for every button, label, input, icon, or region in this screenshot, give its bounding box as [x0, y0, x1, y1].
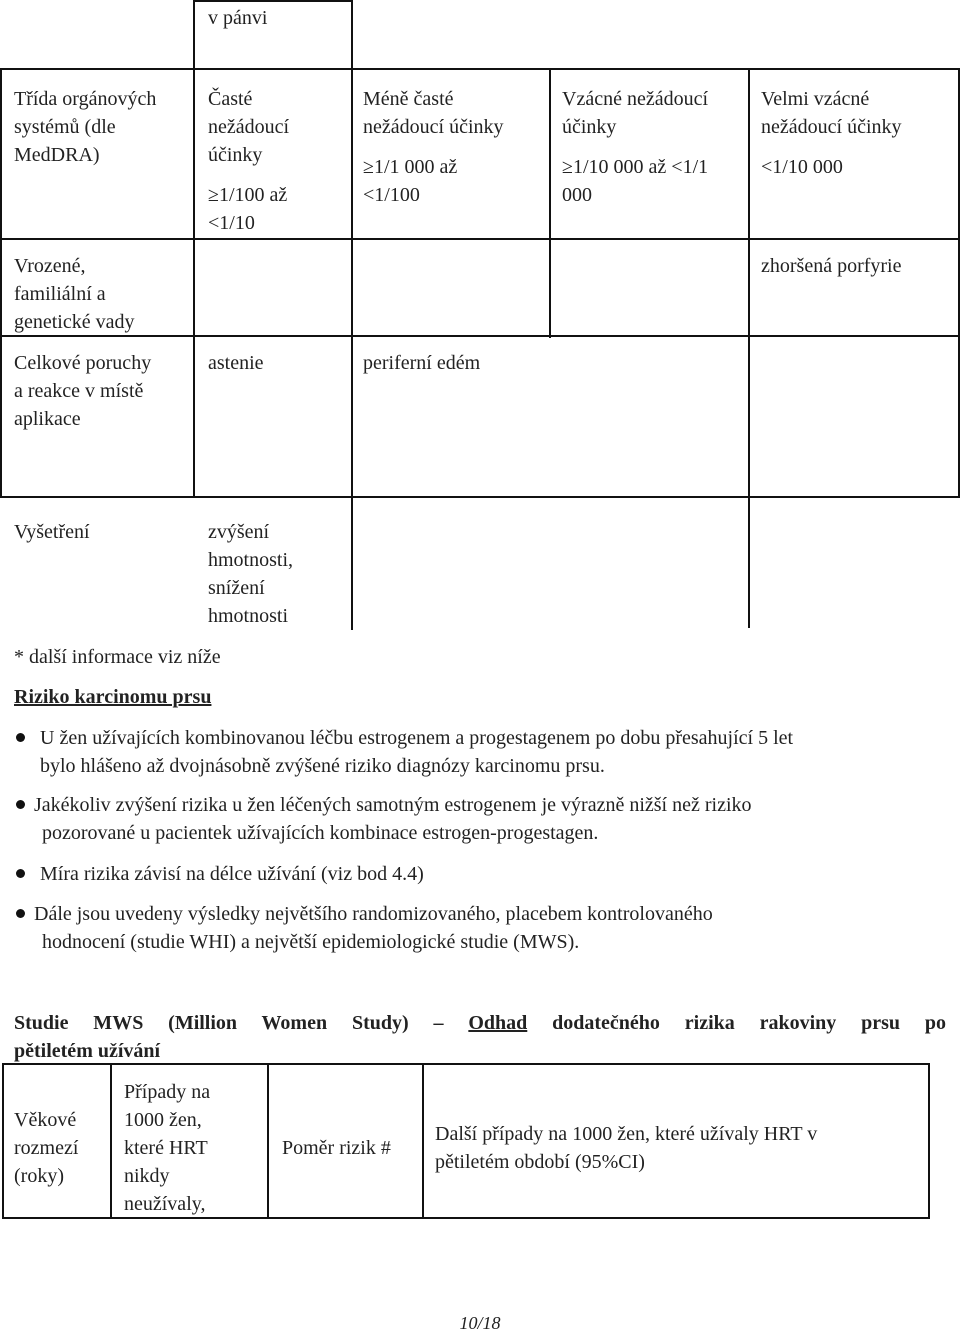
- study-heading-line2: pětiletém užívání: [14, 1040, 161, 1062]
- row-congenital-very-rare: zhoršená porfyrie: [761, 255, 902, 277]
- bullet-item: U žen užívajících kombinovanou léčbu estrogenem a progestagenem po dobu přesahující 5 let bylo hlášeno až dvojnásobně zvýšené riziko diagnózy karcinomu prsu.: [14, 724, 944, 780]
- row-general-uncommon: periferní edém: [363, 352, 481, 374]
- header-uncommon: Méně časté nežádoucí účinky ≥1/1 000 až <1/100: [363, 88, 504, 206]
- header-organ-class: Třída orgánových systémů (dle MedDRA): [14, 88, 157, 166]
- header-rare: Vzácné nežádoucí účinky ≥1/10 000 až <1/1 000: [562, 88, 709, 206]
- section-title: Riziko karcinomu prsu: [14, 686, 212, 708]
- header-very-rare: Velmi vzácné nežádoucí účinky <1/10 000: [761, 88, 902, 178]
- header-age-range: Věkové rozmezí (roky): [14, 1109, 79, 1187]
- row-general-common: astenie: [208, 352, 264, 374]
- top-cell-text: v pánvi: [208, 7, 268, 29]
- row-general-soc: Celkové poruchy a reakce v místě aplikace: [14, 352, 152, 430]
- row-investigations-common: zvýšení hmotnosti, snížení hmotnosti: [208, 521, 294, 627]
- page-number: 10/18: [459, 1313, 501, 1333]
- header-risk-ratio: Poměr rizik #: [282, 1137, 391, 1159]
- row-congenital-soc: Vrozené, familiální a genetické vady: [14, 255, 135, 333]
- header-cases-never-users: Případy na 1000 žen, které HRT nikdy neužívaly,: [124, 1081, 211, 1215]
- row-investigations-soc: Vyšetření: [14, 521, 90, 543]
- bullet-item: Dále jsou uvedeny výsledky největšího randomizovaného, placebem kontrolovaného hodnocení (studie WHI) a největší epidemiologické studie (MWS).: [14, 900, 944, 956]
- bullet-icon: [16, 869, 25, 878]
- footnote: * další informace viz níže: [14, 646, 221, 668]
- study-heading: Studie MWS (Million Women Study) – Odhad dodatečného rizika rakoviny prsu po: [14, 1012, 947, 1034]
- header-additional-cases: Další případy na 1000 žen, které užívaly HRT v pětiletém období (95%CI): [435, 1123, 818, 1173]
- bullet-icon: [16, 733, 25, 742]
- bullet-item: Jakékoliv zvýšení rizika u žen léčených samotným estrogenem je výrazně nižší než riziko pozorované u pacientek užívajících kombinace estrogen-progestagen.: [14, 791, 944, 847]
- bullet-icon: [16, 800, 25, 809]
- bullet-icon: [16, 909, 25, 918]
- bullet-item: Míra rizika závisí na délce užívání (viz bod 4.4): [14, 860, 944, 888]
- header-common: Časté nežádoucí účinky ≥1/100 až <1/10: [208, 88, 290, 234]
